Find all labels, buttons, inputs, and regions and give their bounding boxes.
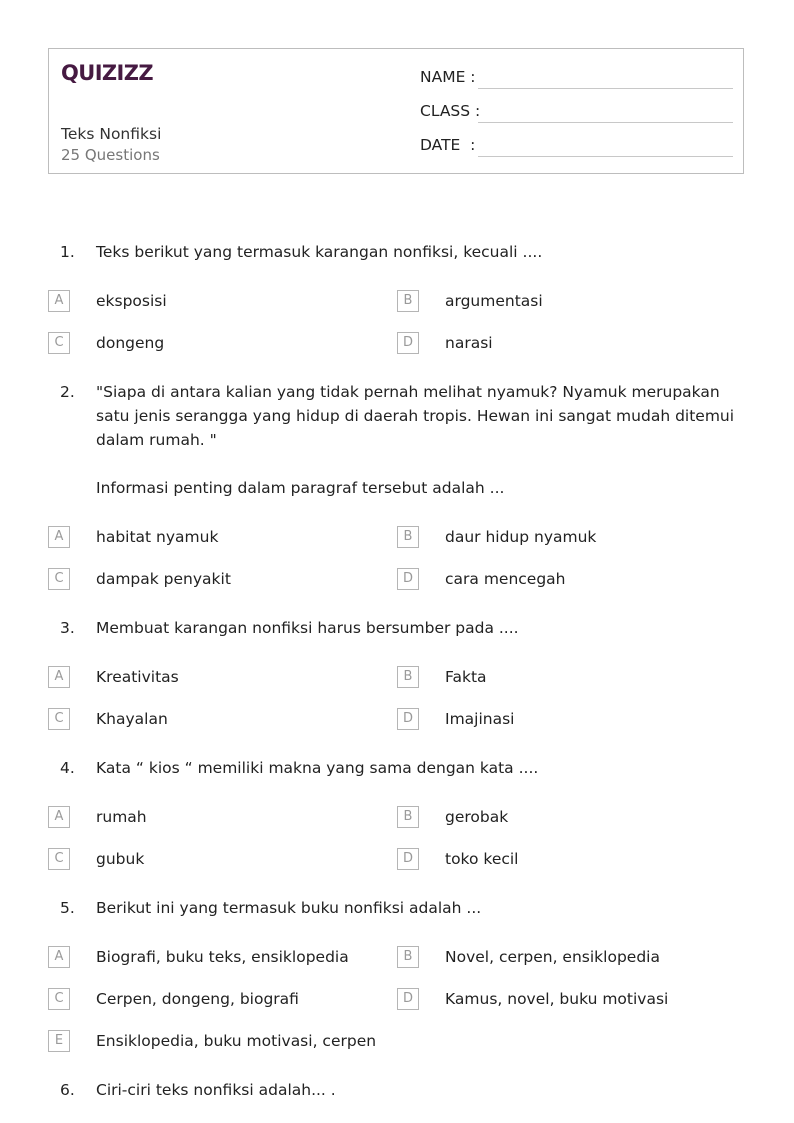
option-text: eksposisi: [96, 292, 167, 310]
option-text: argumentasi: [445, 292, 543, 310]
option-text: Imajinasi: [445, 710, 515, 728]
option-letter: D: [397, 848, 419, 870]
q3-option-b[interactable]: [397, 666, 717, 690]
option-letter: A: [48, 526, 70, 548]
option-letter: D: [397, 568, 419, 590]
option-letter: B: [397, 526, 419, 548]
q5-option-a[interactable]: [48, 946, 388, 970]
q4-option-c[interactable]: [48, 848, 368, 872]
question-count: 25 Questions: [61, 146, 160, 164]
option-letter: B: [397, 806, 419, 828]
option-text: cara mencegah: [445, 570, 566, 588]
option-letter: C: [48, 708, 70, 730]
option-text: Kamus, novel, buku motivasi: [445, 990, 669, 1008]
worksheet-title: Teks Nonfiksi: [61, 125, 162, 143]
q3-option-a[interactable]: [48, 666, 368, 690]
date-label: DATE :: [420, 136, 476, 154]
option-text: gubuk: [96, 850, 145, 868]
class-field: [420, 102, 733, 124]
name-field: [420, 68, 733, 90]
q3-option-d[interactable]: [397, 708, 717, 732]
q2-option-c[interactable]: [48, 568, 368, 592]
question-text: Ciri-ciri teks nonfiksi adalah... .: [96, 1081, 336, 1099]
question-text: Membuat karangan nonfiksi harus bersumber pada ....: [96, 619, 519, 637]
q4-option-b[interactable]: [397, 806, 717, 830]
question-text: "Siapa di antara kalian yang tidak pernah melihat nyamuk? Nyamuk merupakan satu jenis serangga yang hidup di daerah tropis. Hewan ini sangat mudah ditemui dalam rumah. " Informasi penting dalam paragraf tersebut adalah ...: [96, 383, 735, 497]
option-letter: C: [48, 332, 70, 354]
option-letter: D: [397, 988, 419, 1010]
option-letter: C: [48, 568, 70, 590]
q2-option-a[interactable]: [48, 526, 368, 550]
option-letter: B: [397, 946, 419, 968]
option-letter: B: [397, 290, 419, 312]
option-letter: E: [48, 1030, 70, 1052]
date-input-line[interactable]: [478, 156, 733, 157]
option-letter: D: [397, 708, 419, 730]
option-letter: A: [48, 290, 70, 312]
option-text: habitat nyamuk: [96, 528, 219, 546]
option-text: Kreativitas: [96, 668, 179, 686]
option-letter: C: [48, 848, 70, 870]
option-letter: D: [397, 332, 419, 354]
worksheet-header: [48, 48, 744, 174]
option-text: gerobak: [445, 808, 509, 826]
q1-option-b[interactable]: [397, 290, 717, 314]
option-text: dampak penyakit: [96, 570, 231, 588]
name-input-line[interactable]: [478, 88, 733, 89]
question-number: 4.: [60, 759, 75, 777]
class-input-line[interactable]: [478, 122, 733, 123]
option-text: Fakta: [445, 668, 487, 686]
q1-option-c[interactable]: [48, 332, 368, 356]
question-number: 6.: [60, 1081, 75, 1099]
option-text: toko kecil: [445, 850, 519, 868]
q4-option-a[interactable]: [48, 806, 368, 830]
option-text: daur hidup nyamuk: [445, 528, 597, 546]
question-text: Kata “ kios “ memiliki makna yang sama dengan kata ....: [96, 759, 539, 777]
option-text: Biografi, buku teks, ensiklopedia: [96, 948, 349, 966]
q2-option-b[interactable]: [397, 526, 717, 550]
option-text: Khayalan: [96, 710, 168, 728]
q3-option-c[interactable]: [48, 708, 368, 732]
q5-option-b[interactable]: [397, 946, 737, 970]
q1-option-d[interactable]: [397, 332, 717, 356]
date-field: [420, 136, 733, 158]
option-text: narasi: [445, 334, 493, 352]
svg-text:QUIZIZZ: QUIZIZZ: [61, 61, 153, 85]
question-number: 1.: [60, 243, 75, 261]
q5-option-c[interactable]: [48, 988, 388, 1012]
q1-option-a[interactable]: [48, 290, 368, 314]
question-text: Teks berikut yang termasuk karangan nonfiksi, kecuali ....: [96, 243, 543, 261]
option-text: dongeng: [96, 334, 165, 352]
q5-option-e[interactable]: [48, 1030, 388, 1054]
option-text: Ensiklopedia, buku motivasi, cerpen: [96, 1032, 377, 1050]
question-text: Berikut ini yang termasuk buku nonfiksi adalah ...: [96, 899, 482, 917]
option-letter: A: [48, 806, 70, 828]
option-letter: A: [48, 666, 70, 688]
q2-option-d[interactable]: [397, 568, 717, 592]
class-label: CLASS :: [420, 102, 481, 120]
option-text: rumah: [96, 808, 147, 826]
option-text: Cerpen, dongeng, biografi: [96, 990, 299, 1008]
q4-option-d[interactable]: [397, 848, 717, 872]
option-letter: C: [48, 988, 70, 1010]
name-label: NAME :: [420, 68, 476, 86]
option-letter: B: [397, 666, 419, 688]
quizizz-logo: [61, 59, 153, 87]
q5-option-d[interactable]: [397, 988, 737, 1012]
option-letter: A: [48, 946, 70, 968]
question-number: 2.: [60, 383, 75, 401]
option-text: Novel, cerpen, ensiklopedia: [445, 948, 660, 966]
question-number: 3.: [60, 619, 75, 637]
question-number: 5.: [60, 899, 75, 917]
